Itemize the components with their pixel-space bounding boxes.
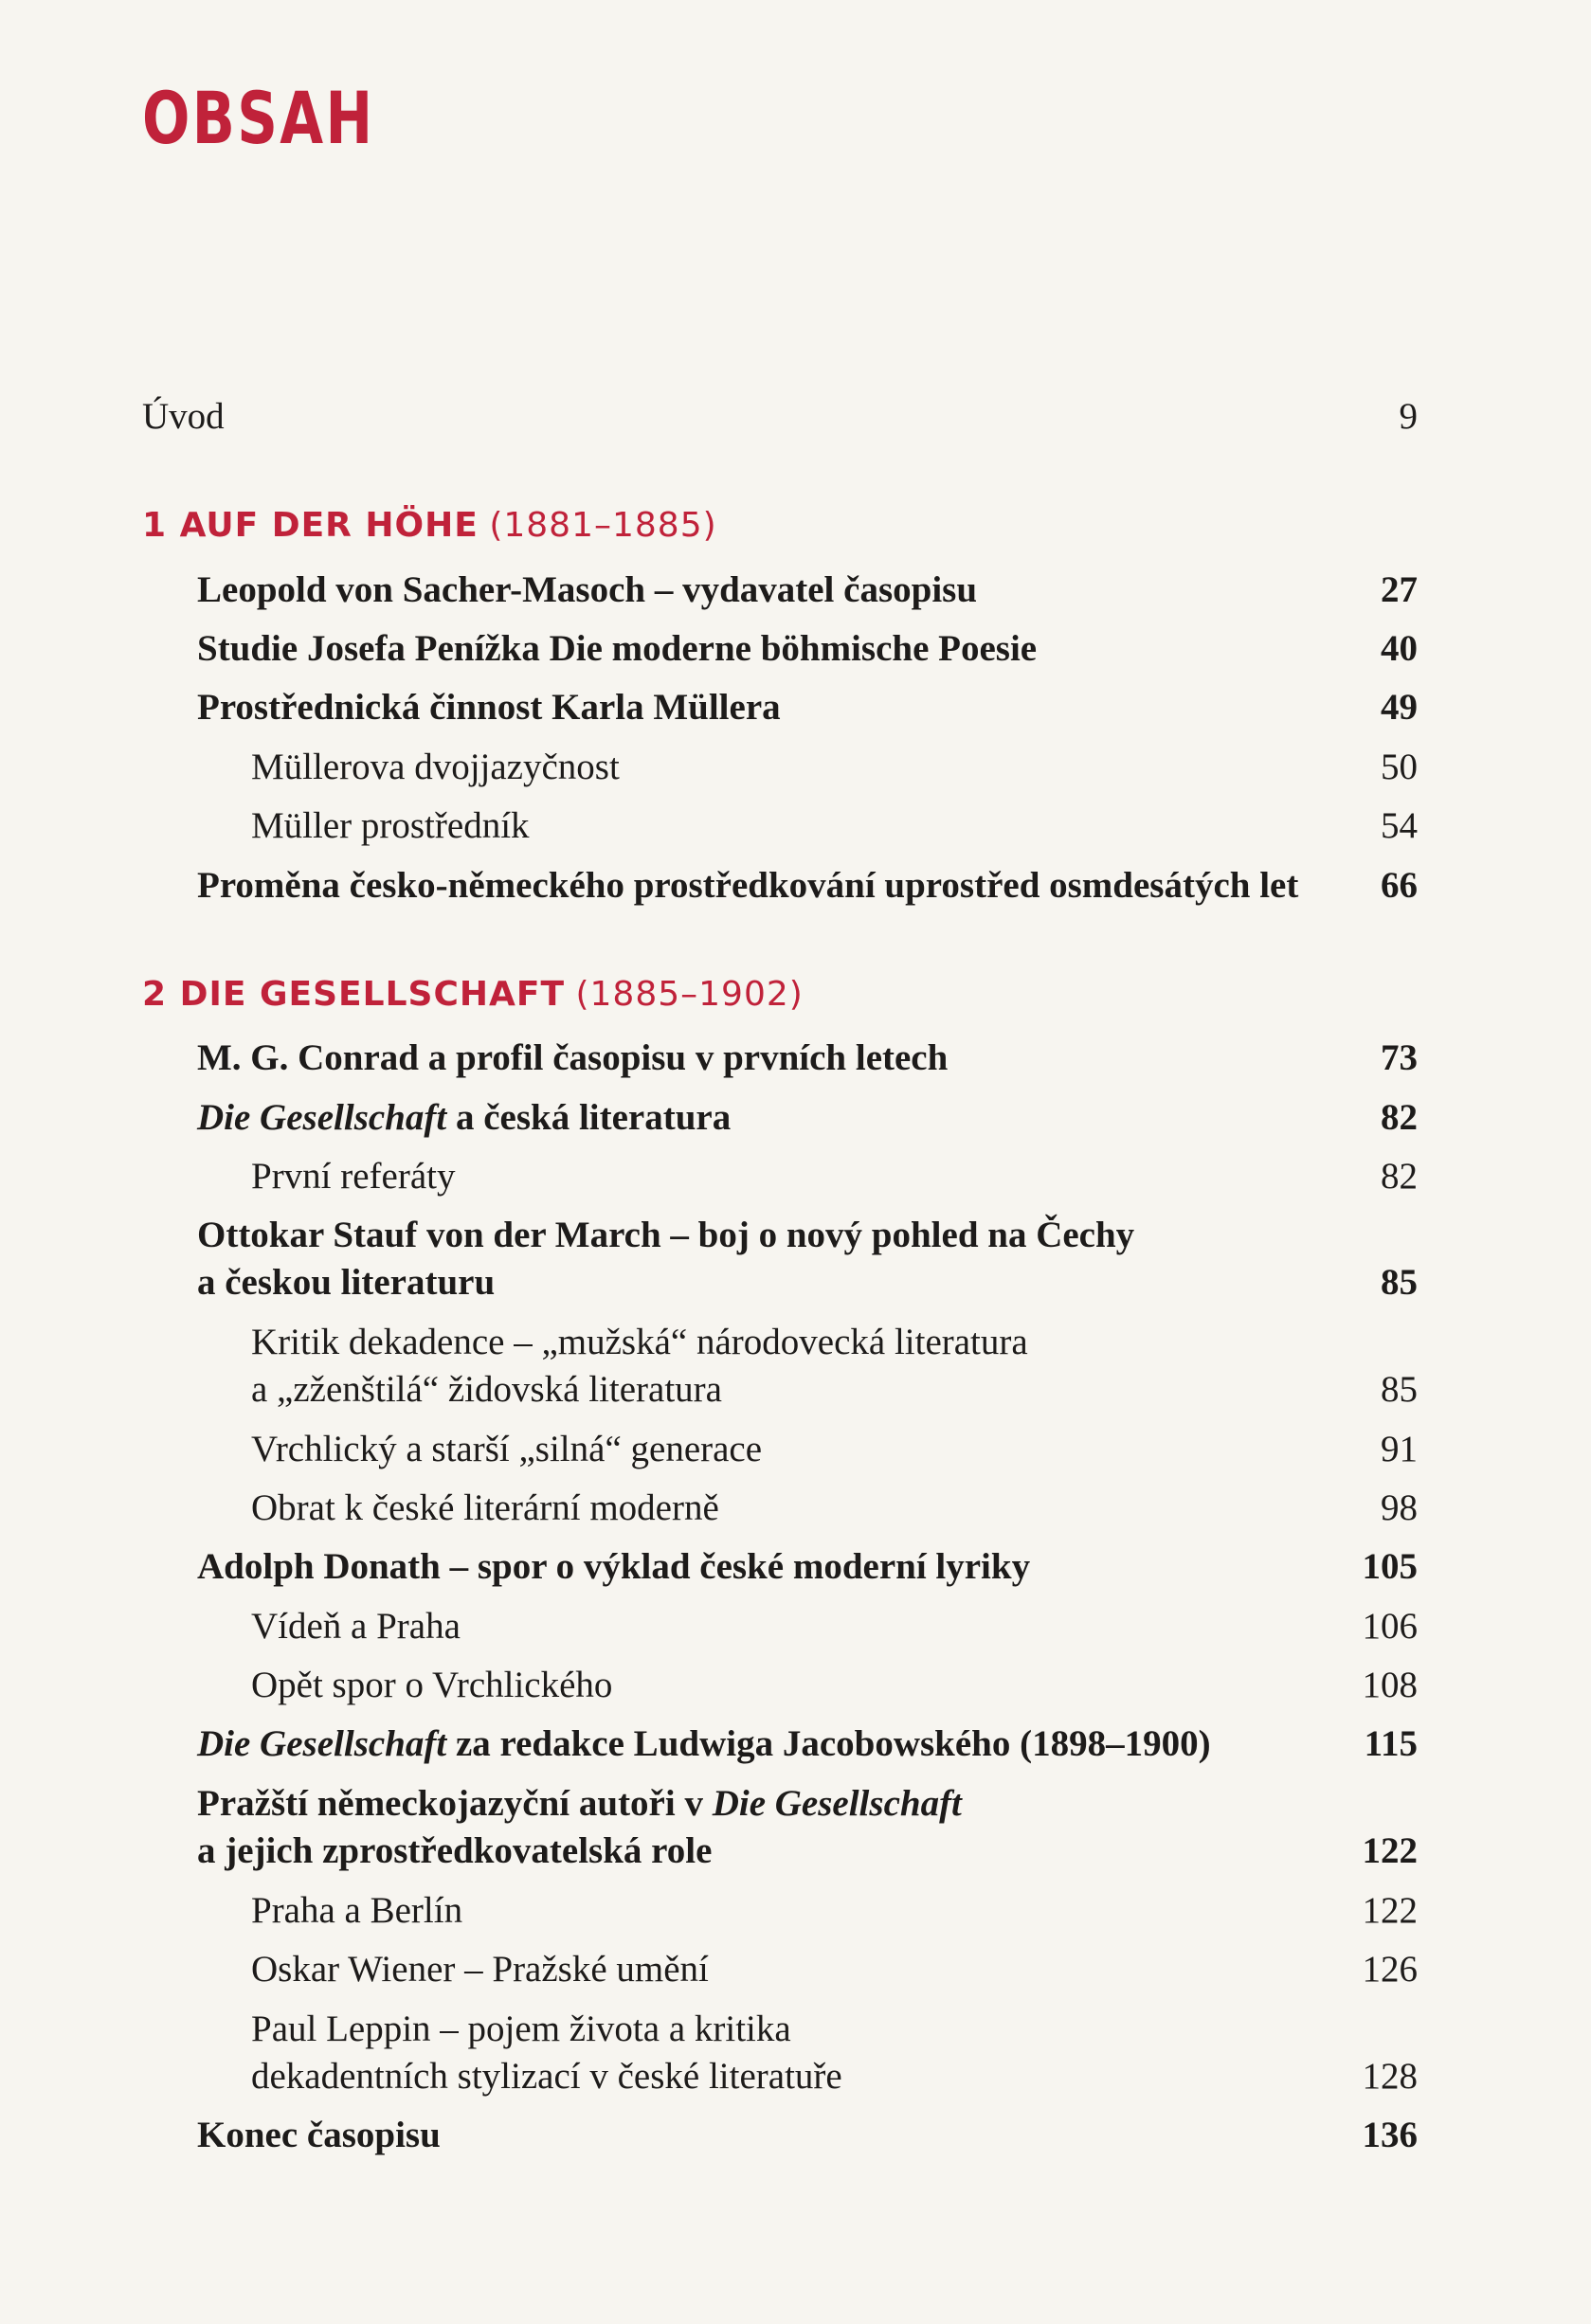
section-heading-1	[142, 502, 1418, 549]
section-title: 2 DIE GESELLSCHAFT	[142, 975, 566, 1014]
toc-entry: Die Gesellschaft a česká literatura 82	[197, 1097, 1418, 1138]
toc-entry: Leopold von Sacher-Masoch – vydavatel časopisu 27	[197, 569, 1418, 610]
toc-entry-label: Úvod	[142, 396, 225, 437]
section-title: 1 AUF DER HÖHE	[142, 506, 479, 545]
toc-entry: Konec časopisu 136	[197, 2115, 1418, 2155]
toc-entry-page: 9	[1399, 396, 1418, 437]
section-years: (1885–1902)	[575, 975, 804, 1014]
toc-subentry: Opět spor o Vrchlického 108	[251, 1665, 1418, 1705]
toc-subentry: Paul Leppin – pojem života a kritika dekadentních stylizací v české literatuře 128	[251, 2009, 1418, 2097]
toc-entry: Proměna česko-německého prostředkování uprostřed osmdesátých let 66	[197, 865, 1418, 906]
toc-entry: Pražští německojazyční autoři v Die Gesellschaft a jejich zprostředkovatelská role 122	[197, 1783, 1418, 1871]
toc-subentry: Oskar Wiener – Pražské umění 126	[251, 1949, 1418, 1990]
section-years: (1881–1885)	[489, 506, 717, 545]
toc-entry: M. G. Conrad a profil časopisu v prvních letech 73	[197, 1037, 1418, 1078]
toc-subentry: Vrchlický a starší „silná“ generace 91	[251, 1429, 1418, 1469]
toc-subentry: Müller prostředník 54	[251, 805, 1418, 846]
toc-subentry: Müllerova dvojjazyčnost 50	[251, 747, 1418, 787]
toc-subentry: Kritik dekadence – „mužská“ národovecká literatura a „zženštilá“ židovská literatura 85	[251, 1322, 1418, 1410]
toc-entry: Ottokar Stauf von der March – boj o nový pohled na Čechy a českou literaturu 85	[197, 1215, 1418, 1303]
toc-subentry: Praha a Berlín 122	[251, 1890, 1418, 1931]
toc-entry: Die Gesellschaft za redakce Ludwiga Jacobowského (1898–1900) 115	[197, 1723, 1418, 1764]
toc-entry: Studie Josefa Penížka Die moderne böhmische Poesie 40	[197, 628, 1418, 669]
toc-subentry: První referáty 82	[251, 1156, 1418, 1197]
toc-entry: Adolph Donath – spor o výklad české moderní lyriky 105	[197, 1546, 1418, 1587]
toc-subentry: Obrat k české literární moderně 98	[251, 1487, 1418, 1528]
toc-entry: Prostřednická činnost Karla Müllera 49	[197, 687, 1418, 728]
section-heading-2	[142, 971, 1418, 1018]
toc-subentry: Vídeň a Praha 106	[251, 1606, 1418, 1647]
toc-entry-intro	[142, 393, 1418, 441]
page-title: OBSAH	[142, 76, 375, 160]
